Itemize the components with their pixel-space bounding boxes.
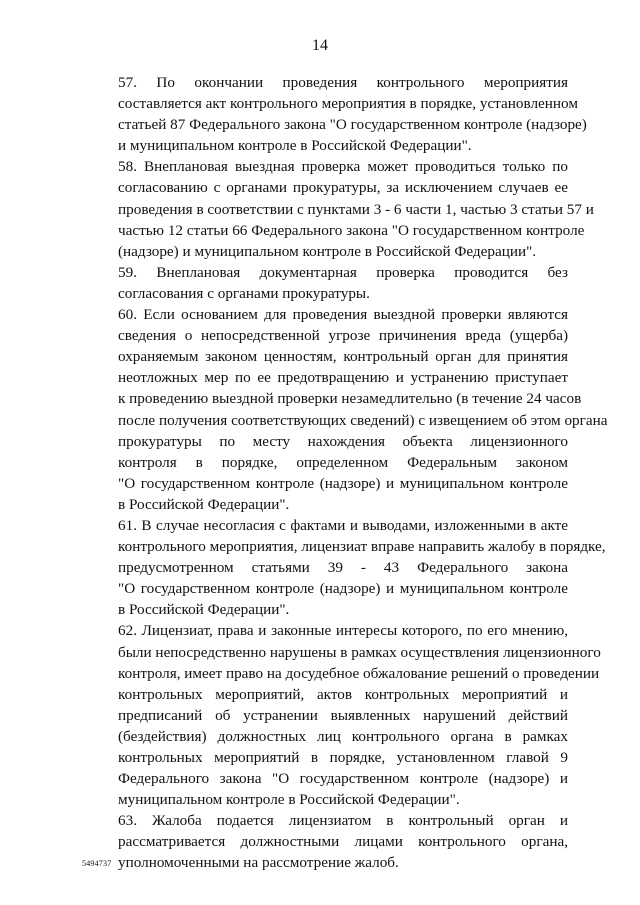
paragraph-61 bbox=[82, 515, 606, 620]
text-line: 57. По окончании проведения контрольного мероприятия bbox=[118, 74, 568, 91]
text-line: контроля в порядке, определенном Федеральным законом bbox=[118, 453, 568, 471]
text-line: неотложных мер по ее предотвращению и устранению приступает bbox=[118, 369, 568, 387]
text-line: (бездействия) должностных лиц контрольного органа в рамках bbox=[118, 727, 568, 745]
text-line: и муниципальном контроле в Российской Федерации". bbox=[118, 137, 472, 155]
text-line: сведения о непосредственной угрозе причинения вреда (ущерба) bbox=[118, 327, 568, 345]
text-line: частью 12 статьи 66 Федерального закона "О государственном контроле bbox=[118, 221, 585, 239]
paragraph-59 bbox=[82, 262, 568, 304]
paragraph-62 bbox=[82, 620, 601, 810]
text-line: 61. В случае несогласия с фактами и выводами, изложенными в акте bbox=[118, 516, 568, 534]
text-line: после получения соответствующих сведений) с извещением об этом органа bbox=[118, 411, 608, 429]
text-line: согласованию с органами прокуратуры, за исключением случаев ее bbox=[118, 179, 568, 197]
text-line: Федерального закона "О государственном контроле (надзоре) и bbox=[118, 770, 568, 788]
paragraph-57 bbox=[82, 72, 587, 156]
text-line: 59. Внеплановая документарная проверка проводится без bbox=[118, 263, 568, 281]
text-line: контрольных мероприятий в порядке, установленном главой 9 bbox=[118, 749, 568, 766]
text-line: были непосредственно нарушены в рамках осуществления лицензионного bbox=[118, 643, 601, 661]
text-line: (надзоре) и муниципальном контроле в Российской Федерации". bbox=[118, 242, 537, 260]
text-line: уполномоченными на рассмотрение жалоб. bbox=[118, 854, 399, 872]
paragraph-60 bbox=[82, 304, 608, 515]
text-line: муниципальном контроле в Российской Федерации". bbox=[118, 791, 460, 809]
paragraph-58 bbox=[82, 156, 594, 261]
text-line: прокуратуры по месту нахождения объекта лицензионного bbox=[118, 432, 568, 450]
text-line: в Российской Федерации". bbox=[118, 495, 290, 513]
text-line: контрольного мероприятия, лицензиат вправе направить жалобу в порядке, bbox=[118, 538, 606, 556]
text-line: в Российской Федерации". bbox=[118, 601, 290, 619]
text-line: статьей 87 Федерального закона "О государственном контроле (надзоре) bbox=[118, 116, 587, 134]
text-line: "О государственном контроле (надзоре) и муниципальном контроле bbox=[118, 474, 568, 492]
text-line: 58. Внеплановая выездная проверка может проводиться только по bbox=[118, 158, 568, 176]
text-line: охраняемым законом ценностям, контрольный орган для принятия bbox=[118, 348, 568, 366]
text-line: "О государственном контроле (надзоре) и муниципальном контроле bbox=[118, 580, 568, 598]
text-line: 60. Если основанием для проведения выездной проверки являются bbox=[118, 306, 568, 324]
page-number: 14 bbox=[312, 37, 328, 54]
text-line: составляется акт контрольного мероприятия в порядке, установленном bbox=[118, 95, 578, 113]
text-line: предписаний об устранении выявленных нарушений действий bbox=[118, 706, 568, 724]
text-line: контрольных мероприятий, актов контрольных мероприятий и bbox=[118, 685, 568, 703]
text-line: контроля, имеет право на досудебное обжалование решений о проведении bbox=[118, 664, 600, 682]
text-line: к проведению выездной проверки незамедлительно (в течение 24 часов bbox=[118, 390, 582, 408]
text-line: согласования с органами прокуратуры. bbox=[118, 284, 370, 302]
text-line: 62. Лицензиат, права и законные интересы которого, по его мнению, bbox=[118, 622, 568, 640]
text-line: рассматривается должностными лицами контрольного органа, bbox=[118, 833, 568, 851]
document-body bbox=[82, 72, 608, 874]
document-code: 5494737 bbox=[82, 859, 112, 868]
text-line: предусмотренном статьями 39 - 43 Федерального закона bbox=[118, 559, 568, 577]
text-line: проведения в соответствии с пунктами 3 - 6 части 1, частью 3 статьи 57 и bbox=[118, 200, 594, 218]
paragraph-63 bbox=[82, 810, 568, 873]
text-line: 63. Жалоба подается лицензиатом в контрольный орган и bbox=[118, 812, 568, 830]
